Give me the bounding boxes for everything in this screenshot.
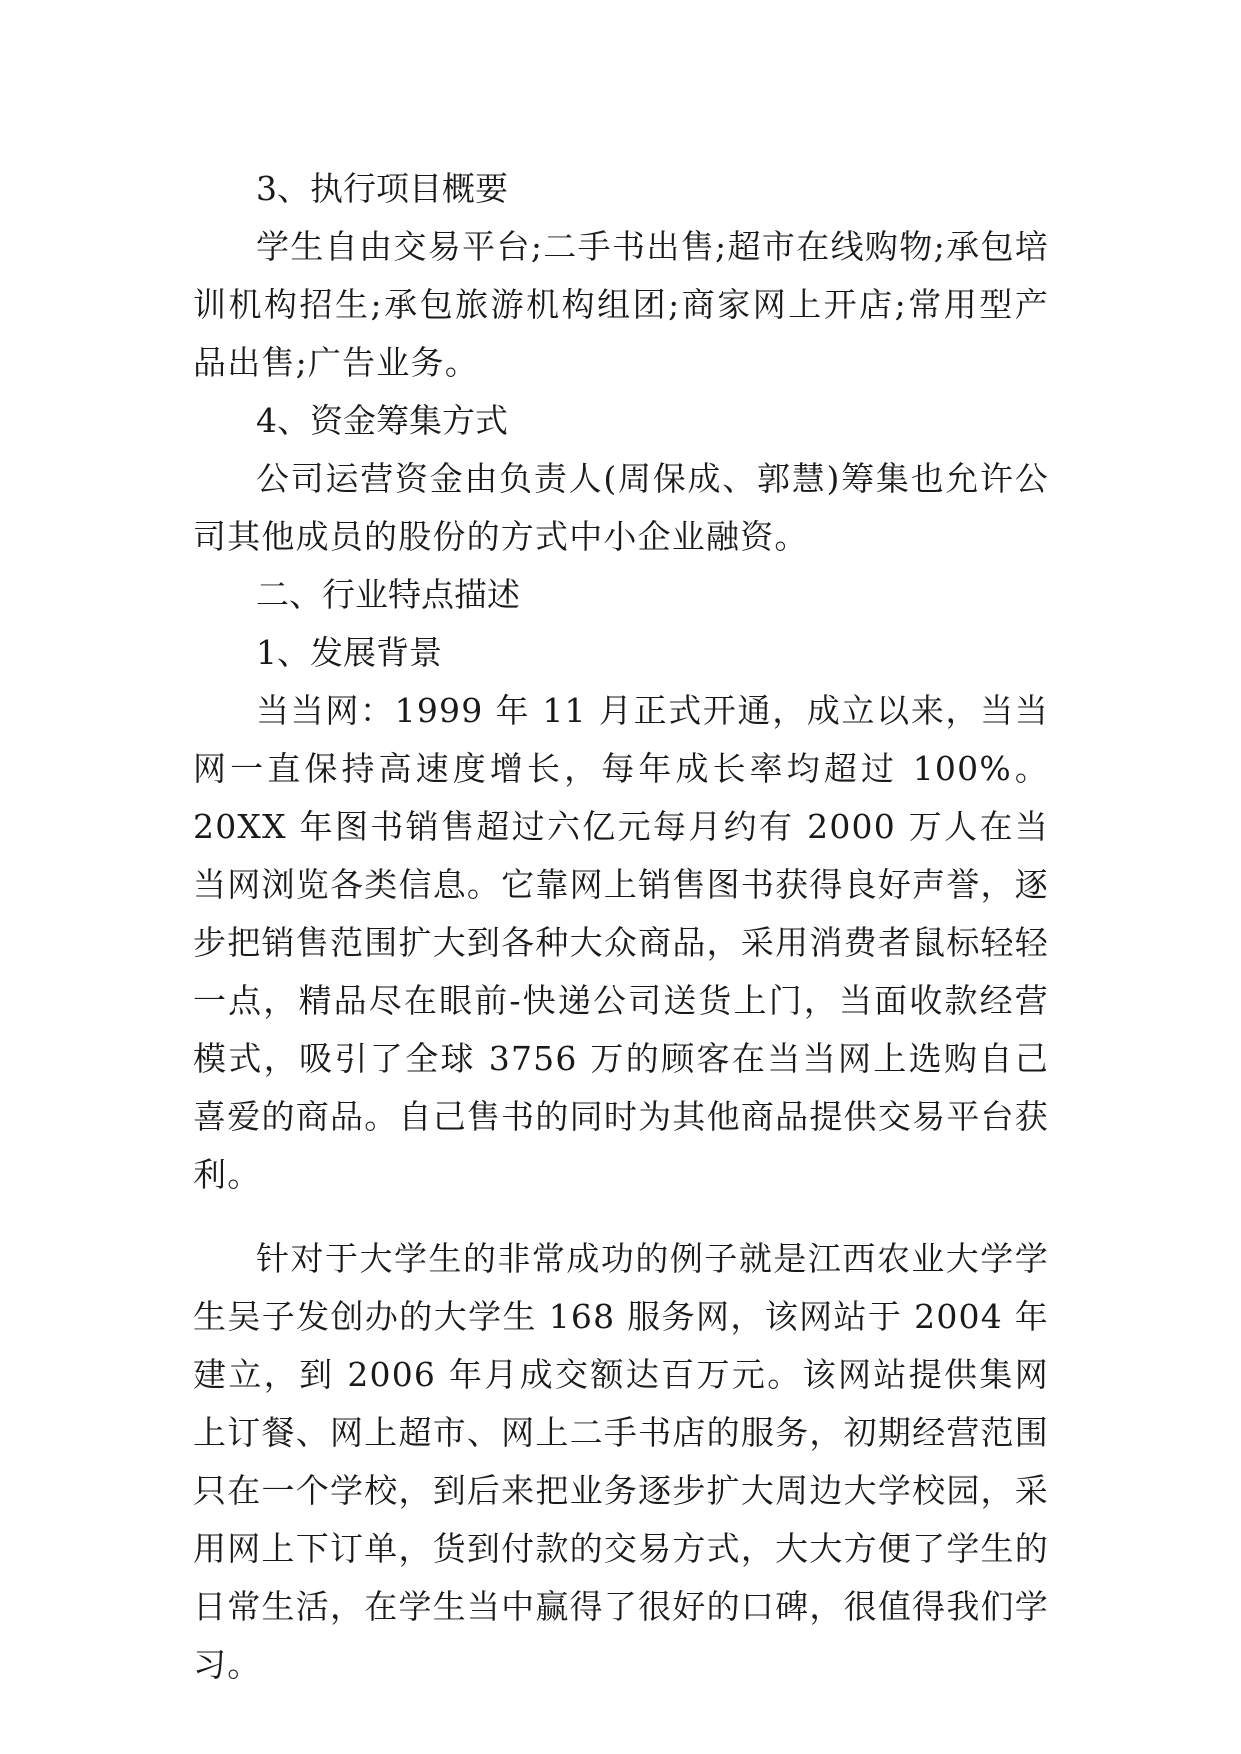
paragraph-spacer bbox=[193, 1204, 1049, 1230]
section-4-heading: 4、资金筹集方式 bbox=[256, 401, 508, 440]
dangdang-paragraph: 当当网：1999 年 11 月正式开通，成立以来，当当网一直保持高速度增长，每年成长率均超过 100%。20XX 年图书销售超过六亿元每月约有 2000 万人在当当网浏览各类信息。它靠网上销售图书获得良好声誉，逐步把销售范围扩大到各种大众商品，采用消费者鼠标轻轻一点，精品尽在眼前-快递公司送货上门，当面收款经营模式，吸引了全球 3756 万的顾客在当当网上选购自己喜爱的商品。自己售书的同时为其他商品提供交易平台获利。 bbox=[193, 691, 1049, 1194]
section-3-heading: 3、执行项目概要 bbox=[256, 169, 508, 208]
section-4-body: 公司运营资金由负责人(周保成、郭慧)筹集也允许公司其他成员的股份的方式中小企业融资。 bbox=[193, 459, 1049, 556]
student-example-paragraph: 针对于大学生的非常成功的例子就是江西农业大学学生吴子发创办的大学生 168 服务网，该网站于 2004 年建立，到 2006 年月成交额达百万元。该网站提供集网上订餐、网上超市、网上二手书店的服务，初期经营范围只在一个学校，到后来把业务逐步扩大周边大学校园，采用网上下订单，货到付款的交易方式，大大方便了学生的日常生活，在学生当中赢得了很好的口碑，很值得我们学习。 bbox=[193, 1239, 1049, 1684]
section-1-heading: 1、发展背景 bbox=[256, 633, 442, 672]
document-body bbox=[193, 160, 1049, 1694]
part-2-heading: 二、行业特点描述 bbox=[256, 575, 520, 614]
section-3-body: 学生自由交易平台;二手书出售;超市在线购物;承包培训机构招生;承包旅游机构组团;商家网上开店;常用型产品出售;广告业务。 bbox=[193, 227, 1049, 382]
